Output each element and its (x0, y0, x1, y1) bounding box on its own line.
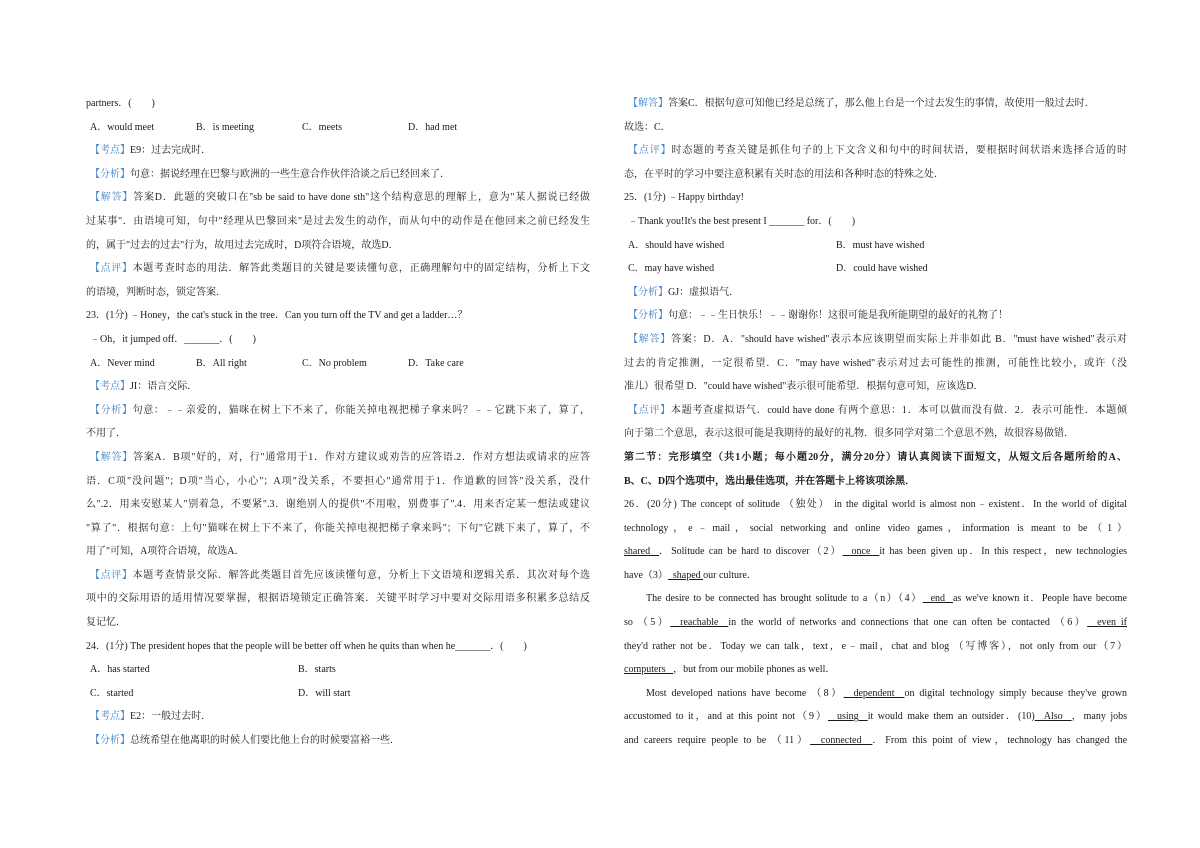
text: 句意：据说经理在巴黎与欧洲的一些生意合作伙伴洽谈之后已经回来了． (130, 168, 450, 180)
text: ，but from our mobile phones as well． (673, 664, 836, 676)
text: 时态题的考查关键是抓住句子的上下文含义和句中的时间状语，要根据时间状语来选择合适的时 (671, 145, 1128, 157)
q23-options (86, 352, 590, 376)
passage-line (624, 658, 1127, 682)
q22-stem-end: partners．( ) (86, 98, 155, 109)
tag-label: 【分析】 (628, 286, 668, 298)
text-line: 复记忆． (86, 617, 126, 629)
answer-blank: computers (624, 664, 666, 676)
left-column (86, 92, 590, 753)
text-line: 过去的肯定推测，一定很希望．C．"may have wished"表示对过去可能性的推测，可能性比较小，或许（没 (624, 357, 1127, 369)
text: JI：语言交际． (130, 381, 198, 393)
text: so （5） (624, 617, 671, 629)
answer-blank: Also (1043, 711, 1063, 723)
text-line: 准儿）很希望 D．"could have wished"表示很可能希望．根据句意可知，应该选D． (624, 381, 984, 393)
text: ，many jobs (1071, 711, 1128, 723)
option: A．has started (90, 664, 150, 676)
text: ．From this point of view，technology has changed the (872, 735, 1128, 747)
q23-dianping (86, 564, 590, 588)
q25-jieda (624, 328, 1127, 352)
q22-jieda (86, 186, 590, 210)
passage-line (624, 682, 1127, 706)
right-column (624, 92, 1127, 753)
passage-line (624, 705, 1127, 729)
q23-jieda (86, 446, 590, 470)
q25-stem: 25．(1分) ﹣Happy birthday! (624, 192, 744, 204)
q22-fenxi (86, 163, 590, 187)
text: 答案D．此题的突破口在"sb be said to have done sth"这个结构意思的理解上，意为"某人据说已经做 (133, 192, 591, 204)
tag-label: 【分析】 (90, 735, 130, 747)
q25-fenxi (624, 304, 1127, 328)
text-line: 不用了． (86, 428, 126, 440)
tag-label: 【点评】 (90, 263, 133, 275)
option: D．had met (408, 121, 458, 133)
text: 句意：﹣﹣亲爱的，猫咪在树上下不来了，你能关掉电视把梯子拿来吗？﹣﹣它跳下来了，算了， (132, 404, 591, 416)
text: and careers require people to be （11） (624, 735, 811, 747)
text-line: 故选：C． (624, 121, 671, 133)
answer-blank: shaped (672, 569, 701, 581)
tag-label: 【点评】 (90, 569, 133, 581)
option: D．could have wished (836, 263, 928, 275)
text: 答案：D．A．"should have wished"表示本应该期望而实际上并非如此 B．"must have wished"表示对 (671, 333, 1127, 345)
passage-line (624, 540, 1127, 564)
text: it has been given up．In this respect，new technologies (879, 546, 1128, 558)
text-line: 么".2．用来安慰某人"别着急，不要紧".3．谢绝别人的提供"不用啦，别费事了".4．用来否定某一想法或建议 (86, 499, 590, 511)
text-line: "算了"．根据句意：上句"猫咪在树上下不来了，你能关掉电视把梯子拿来吗"；下句"它跳下来了，算了，不 (86, 522, 590, 534)
q24-options-row1 (86, 658, 590, 682)
q24-kaodian (86, 705, 590, 729)
q23-stem: 23．(1分) ﹣Honey，the cat's stuck in the tree．Can you turn off the TV and get a ladder…？ (86, 310, 468, 322)
option: C．meets (302, 121, 342, 133)
answer-blank: dependent (853, 687, 895, 699)
section-heading: B、C、D四个选项中，选出最佳选项，并在答题卡上将该项涂黑． (624, 475, 916, 487)
text-line: 项中的交际用语的适用情况要掌握，根据语境锁定正确答案．关键平时学习中要对交际用语多积累多总结反 (86, 593, 590, 605)
text: as we've known it．People have become (952, 593, 1127, 605)
tag-label: 【分析】 (90, 168, 130, 180)
passage-line (624, 564, 1127, 588)
q24-options-row2 (86, 682, 590, 706)
text: have（3） (624, 569, 668, 581)
text-line: 的语境，判断时态，锁定答案． (86, 286, 226, 298)
answer-blank: even if (1097, 617, 1127, 629)
text-line: 过某事"．由语境可知，句中"经理从巴黎回来"是过去发生的动作，而从句中的动作是在他回来之前已经发生 (86, 215, 590, 227)
option: B．is meeting (196, 121, 255, 133)
text: GJ：虚拟语气． (668, 286, 740, 298)
tag-label: 【点评】 (628, 145, 672, 157)
tag-label: 【分析】 (90, 404, 133, 416)
text-line: 向于第二个意思，表示这很可能是我期待的最好的礼物．很多同学对第二个意思不熟，故很容易做错． (624, 428, 1074, 440)
text: E2：一般过去时． (130, 711, 212, 723)
option: A．should have wished (628, 239, 725, 251)
passage-line (624, 587, 1127, 611)
q24-stem: 24．(1分) The president hopes that the people will be better off when he quits than when he_______．( ) (86, 640, 527, 652)
tag-label: 【解答】 (628, 98, 668, 109)
text: 句意：﹣﹣生日快乐！﹣﹣谢谢你！这很可能是我所能期望的最好的礼物了！ (668, 310, 1008, 322)
q23-kaodian (86, 375, 590, 399)
q23-stem: ﹣Oh，it jumped off．_______．( ) (90, 333, 256, 345)
q23-fenxi (86, 399, 590, 423)
option: C．started (90, 687, 134, 699)
tag-label: 【解答】 (90, 192, 134, 204)
option: A．would meet (90, 121, 155, 133)
passage-line: technology，e﹣mail，social networking and online video games，information is meant to be（1） (624, 522, 1127, 534)
tag-label: 【解答】 (628, 333, 672, 345)
q22-options (86, 116, 590, 140)
option: D．Take care (408, 357, 464, 369)
passage-line: they'd rather not be．Today we can talk，text，e﹣mail，chat and blog （写博客），not only from our（7） (624, 640, 1127, 652)
answer-blank: shared (624, 546, 651, 558)
option: C．No problem (302, 357, 367, 369)
q22-dianping (86, 257, 590, 281)
section-heading: 第二节：完形填空（共1小题；每小题20分，满分20分）请认真阅读下面短文，从短文后各题所给的A、 (624, 451, 1127, 463)
option: A．Never mind (90, 357, 155, 369)
text: on digital technology simply because they've grown (904, 687, 1127, 699)
text: ．Solitude can be hard to discover（2） (659, 546, 843, 558)
passage-line (624, 611, 1127, 635)
tag-label: 【考点】 (90, 145, 130, 157)
answer-blank: connected (820, 735, 862, 747)
text: our culture． (703, 569, 757, 581)
q25-options-row2 (624, 257, 1127, 281)
passage-line: 26．(20分) The concept of solitude （独处） in the digital world is almost non﹣existent．In the world of digital (624, 499, 1127, 511)
tag-label: 【考点】 (90, 381, 130, 393)
text-line: 的，属于"过去的过去"行为，故用过去完成时，D项符合语境，故选D． (86, 239, 399, 251)
tag-label: 【点评】 (628, 404, 671, 416)
answer-blank: reachable (680, 617, 719, 629)
text: 总统希望在他离职的时候人们要比他上台的时候要富裕一些． (130, 735, 400, 747)
option: B．must have wished (836, 239, 925, 251)
answer-blank: once (851, 546, 871, 558)
option: B．All right (196, 357, 247, 369)
option: B．starts (298, 664, 336, 676)
q25-options-row1 (624, 234, 1127, 258)
answer-blank: end (930, 593, 946, 605)
q24-jieda (624, 92, 1127, 116)
q25-kaodian (624, 281, 1127, 305)
option: D．will start (298, 687, 351, 699)
text: accustomed to it，and at this point not（9） (624, 711, 828, 723)
option: C．may have wished (628, 263, 715, 275)
tag-label: 【解答】 (90, 451, 133, 463)
text: in the world of networks and connections that one can often be contacted （6） (728, 617, 1088, 629)
q22-kaodian (86, 139, 590, 163)
text: 答案C．根据句意可知他已经是总统了，那么他上台是一个过去发生的事情，故使用一般过去时． (668, 98, 1095, 109)
text-line: 用了"可知，A项符合语境，故选A． (86, 546, 245, 558)
q24-dianping (624, 139, 1127, 163)
text: Most developed nations have become （8） (646, 687, 844, 699)
passage-line (624, 729, 1127, 753)
text: 本题考查情景交际．解答此类题目首先应该读懂句意，分析上下文语境和逻辑关系．其次对每个选 (132, 569, 591, 581)
q24-fenxi (86, 729, 590, 753)
text-line: 语．C项"没问题"；D项"当心，小心"；A项"没关系，不要担心"通常用于1．作道歉的回答"没关系，没什 (86, 475, 590, 487)
text-line: 态，在平时的学习中要注意积累有关时态的用法和各种时态的特殊之处． (624, 168, 944, 180)
tag-label: 【考点】 (90, 711, 130, 723)
answer-blank: using (837, 711, 859, 723)
text: 答案A．B项"好的，对，行"通常用于1．作对方建议或劝告的应答语.2．作对方想法或请求的应答 (132, 451, 590, 463)
text: 本题考查虚拟语气．could have done 有两个意思：1．本可以做而没有做．2．表示可能性．本题倾 (670, 404, 1127, 416)
text: 本题考查时态的用法．解答此类题目的关键是要读懂句意，正确理解句中的固定结构，分析上下文 (132, 263, 591, 275)
text: it would make them an outsider．(10) (867, 711, 1035, 723)
q25-stem: ﹣Thank you!It's the best present I _______ for．( ) (628, 215, 856, 227)
text: E9：过去完成时． (130, 145, 212, 157)
text: The desire to be connected has brought solitude to a（n）（4） (646, 593, 923, 605)
tag-label: 【分析】 (628, 310, 668, 322)
q25-dianping (624, 399, 1127, 423)
